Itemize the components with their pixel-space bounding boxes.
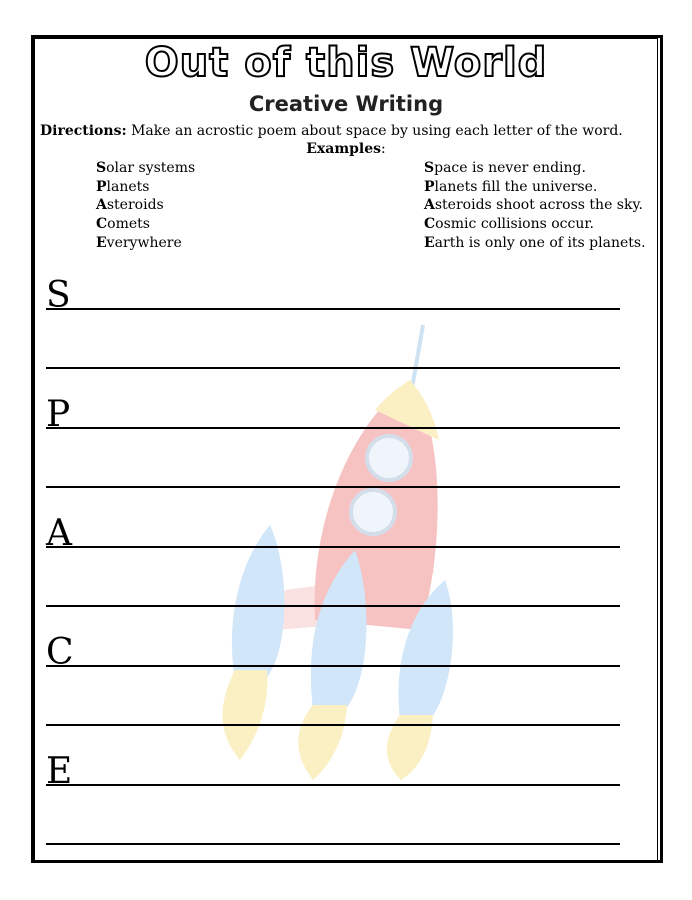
directions — [40, 122, 623, 140]
poem-letter: S — [46, 275, 71, 316]
poem-letter: A — [46, 513, 72, 554]
example-line — [424, 234, 646, 253]
example-rest: osmic collisions occur. — [435, 216, 594, 233]
examples-left-column — [96, 159, 195, 253]
writing-line[interactable] — [46, 843, 620, 845]
writing-line[interactable] — [46, 784, 620, 786]
example-initial: S — [96, 160, 107, 176]
writing-line[interactable] — [46, 665, 620, 667]
writing-line[interactable] — [46, 308, 620, 310]
example-line — [424, 196, 646, 215]
writing-line[interactable] — [46, 605, 620, 607]
example-rest: arth is only one of its planets. — [434, 234, 646, 251]
example-line — [424, 159, 646, 178]
example-line — [96, 159, 195, 178]
example-line — [96, 215, 195, 234]
example-initial: E — [424, 234, 435, 251]
rocket-illustration — [195, 320, 465, 780]
poem-letter: C — [46, 632, 74, 673]
example-initial: A — [96, 197, 107, 214]
examples-label: Examples — [306, 141, 382, 157]
writing-line[interactable] — [46, 486, 620, 488]
directions-text: Make an acrostic poem about space by using each letter of the word. — [131, 123, 623, 139]
examples-colon: : — [381, 141, 386, 157]
poem-letter: E — [46, 751, 73, 792]
example-rest: lanets — [106, 178, 150, 195]
example-rest: verywhere — [106, 234, 182, 251]
worksheet-subtitle: Creative Writing — [248, 92, 444, 116]
directions-label: Directions: — [40, 123, 127, 139]
writing-line[interactable] — [46, 367, 620, 369]
examples-heading — [0, 140, 692, 158]
example-initial: C — [424, 216, 436, 233]
writing-line[interactable] — [46, 724, 620, 726]
writing-line[interactable] — [46, 427, 620, 429]
example-initial: E — [96, 234, 107, 251]
example-initial: S — [424, 160, 435, 176]
example-initial: C — [96, 216, 108, 233]
example-rest: steroids — [106, 197, 164, 214]
example-line — [424, 178, 646, 197]
worksheet-title: Out of this World — [144, 40, 548, 86]
example-line — [96, 178, 195, 197]
example-initial: P — [96, 178, 107, 195]
example-rest: steroids shoot across the sky. — [434, 197, 643, 214]
example-rest: olar systems — [106, 160, 196, 176]
example-rest: lanets fill the universe. — [434, 178, 598, 195]
example-rest: omets — [107, 216, 150, 233]
writing-line[interactable] — [46, 546, 620, 548]
poem-letter: P — [46, 394, 71, 435]
example-line — [424, 215, 646, 234]
example-initial: A — [424, 197, 435, 214]
examples-right-column — [424, 159, 646, 253]
example-line — [96, 234, 195, 253]
example-line — [96, 196, 195, 215]
example-rest: pace is never ending. — [434, 160, 586, 176]
example-initial: P — [424, 178, 435, 195]
